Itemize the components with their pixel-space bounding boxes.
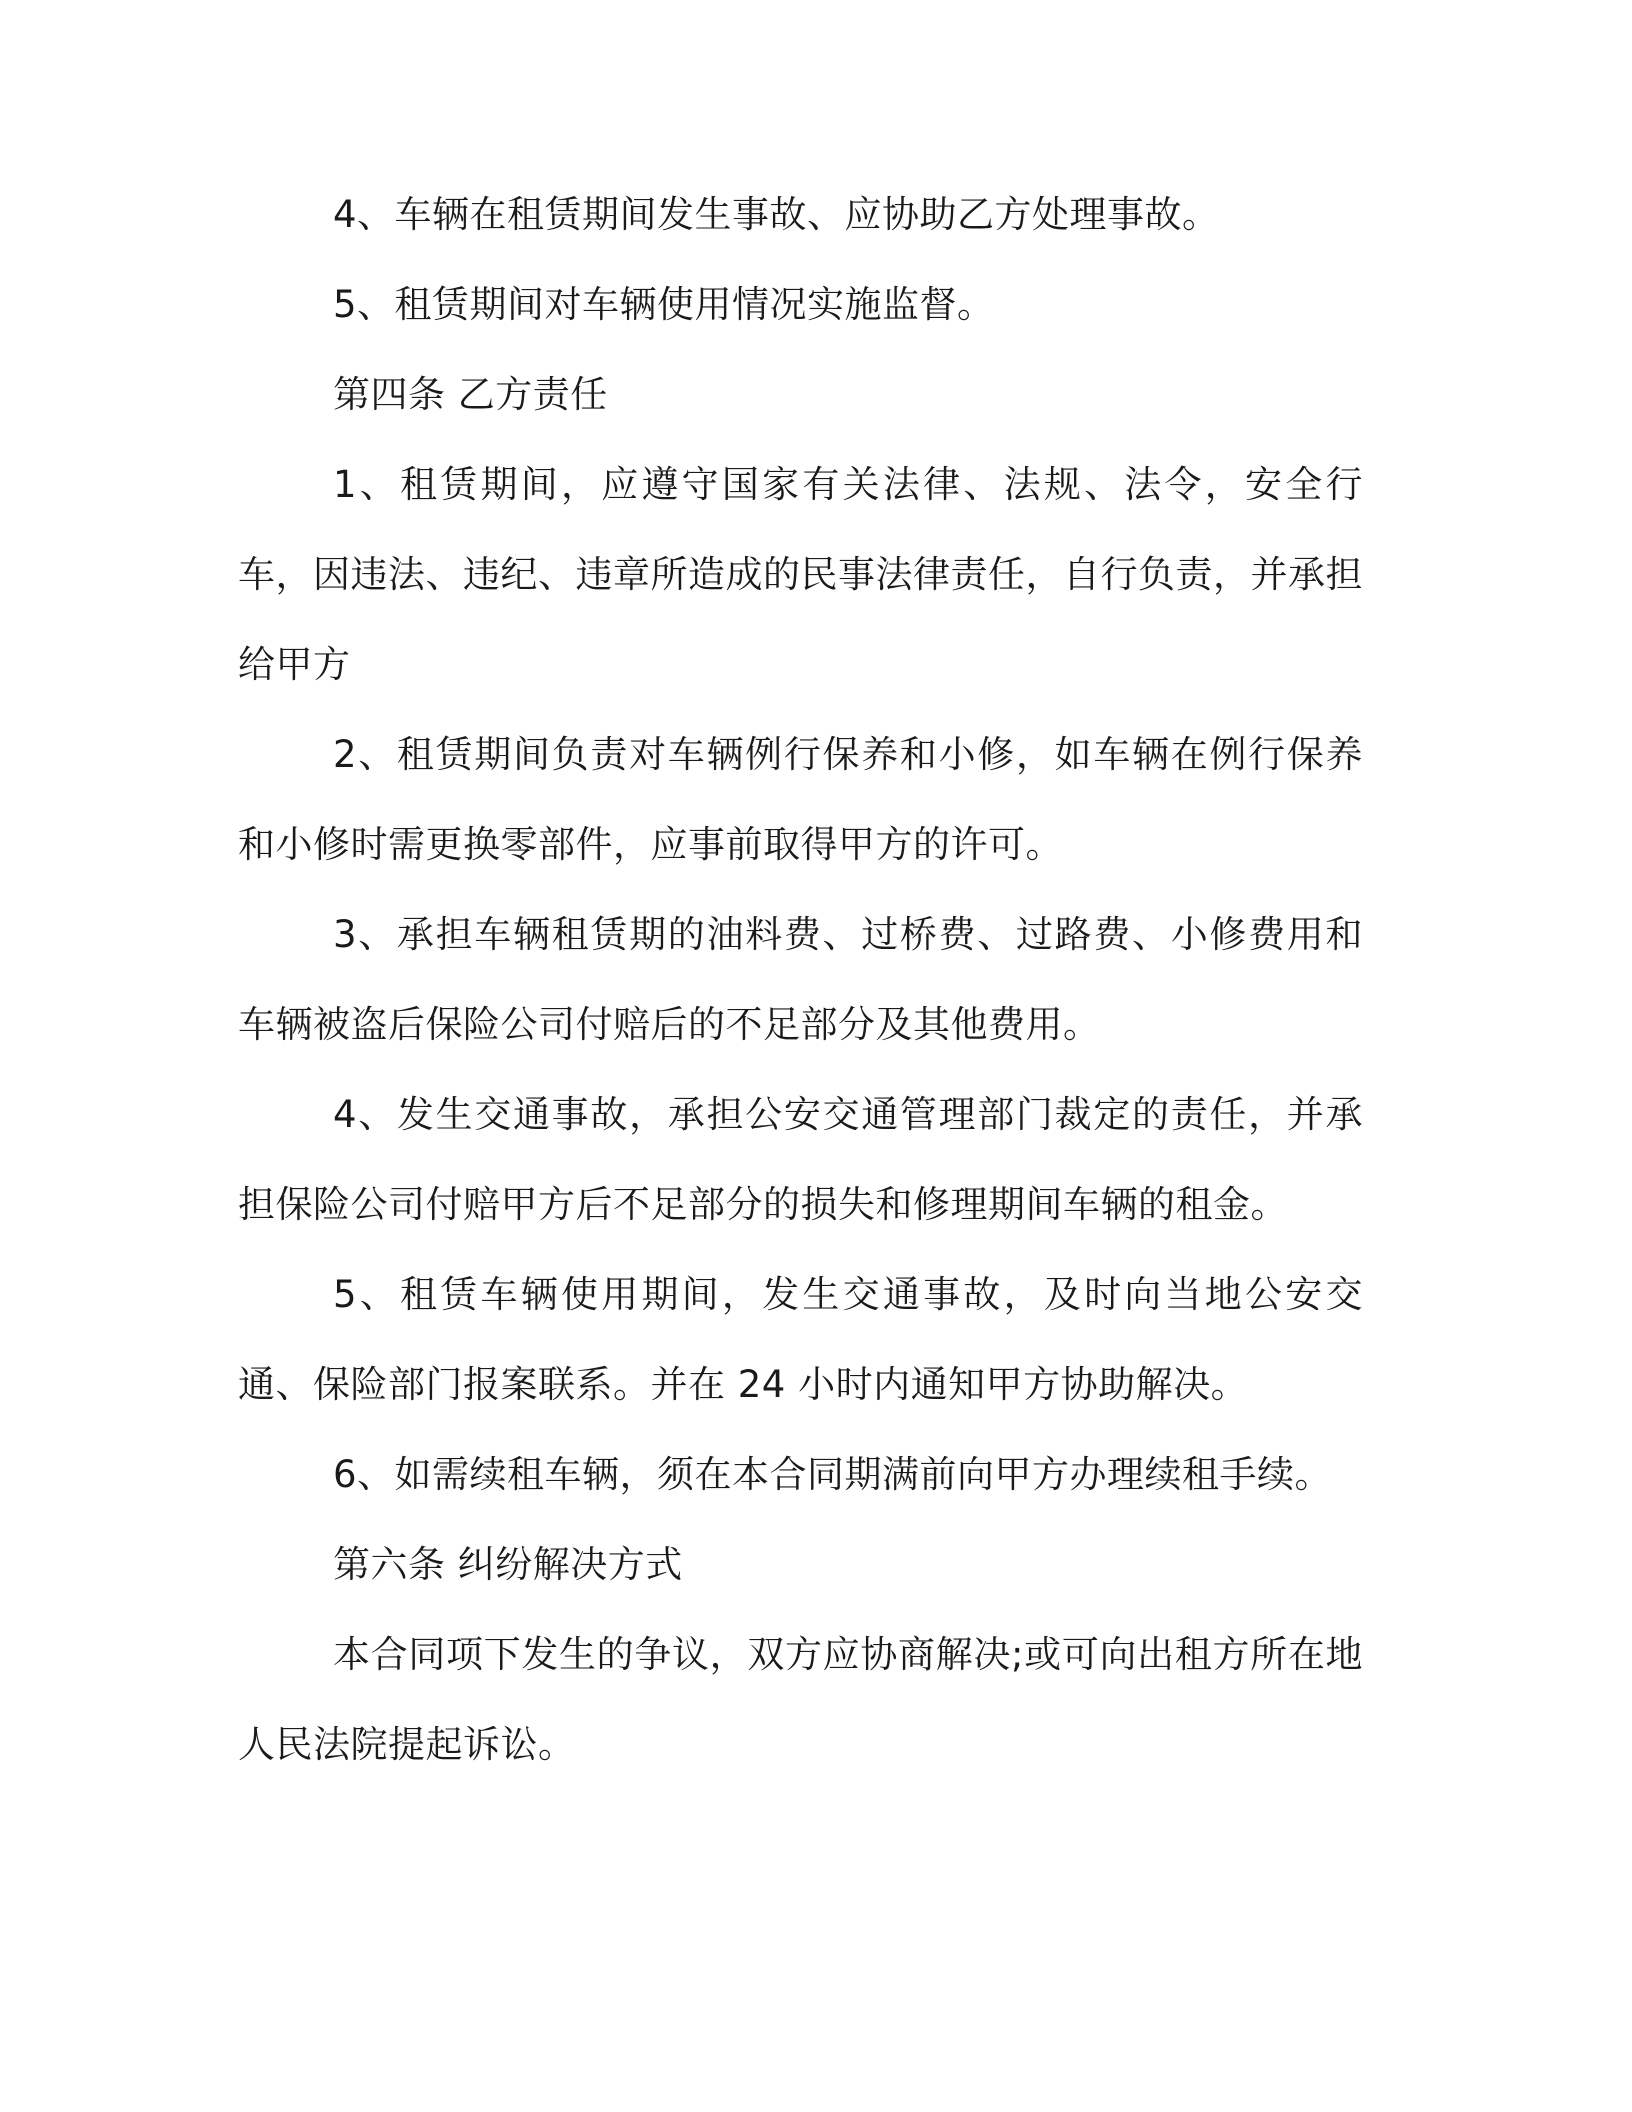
paragraph-lessee-duty-5: 5、租赁车辆使用期间，发生交通事故，及时向当地公安交通、保险部门报案联系。并在 24 小时内通知甲方协助解决。 — [238, 1273, 1363, 1406]
document-page — [238, 170, 1363, 1790]
paragraph-lessee-duty-3: 3、承担车辆租赁期的油料费、过桥费、过路费、小修费用和车辆被盗后保险公司付赔后的不足部分及其他费用。 — [238, 913, 1363, 1046]
paragraph-dispute-resolution: 本合同项下发生的争议，双方应协商解决;或可向出租方所在地人民法院提起诉讼。 — [238, 1633, 1363, 1766]
paragraph-lessee-duty-2: 2、租赁期间负责对车辆例行保养和小修，如车辆在例行保养和小修时需更换零部件，应事前取得甲方的许可。 — [238, 733, 1363, 866]
paragraph-landlord-duty-5: 5、租赁期间对车辆使用情况实施监督。 — [333, 283, 995, 326]
section-heading-article-6: 第六条 纠纷解决方式 — [333, 1543, 683, 1586]
paragraph-landlord-duty-4: 4、车辆在租赁期间发生事故、应协助乙方处理事故。 — [333, 193, 1220, 236]
paragraph-lessee-duty-4: 4、发生交通事故，承担公安交通管理部门裁定的责任，并承担保险公司付赔甲方后不足部分的损失和修理期间车辆的租金。 — [238, 1093, 1363, 1226]
paragraph-lessee-duty-6: 6、如需续租车辆，须在本合同期满前向甲方办理续租手续。 — [333, 1453, 1333, 1496]
paragraph-lessee-duty-1: 1、租赁期间，应遵守国家有关法律、法规、法令，安全行车，因违法、违纪、违章所造成的民事法律责任，自行负责，并承担给甲方 — [238, 463, 1363, 686]
section-heading-article-4: 第四条 乙方责任 — [333, 373, 608, 416]
